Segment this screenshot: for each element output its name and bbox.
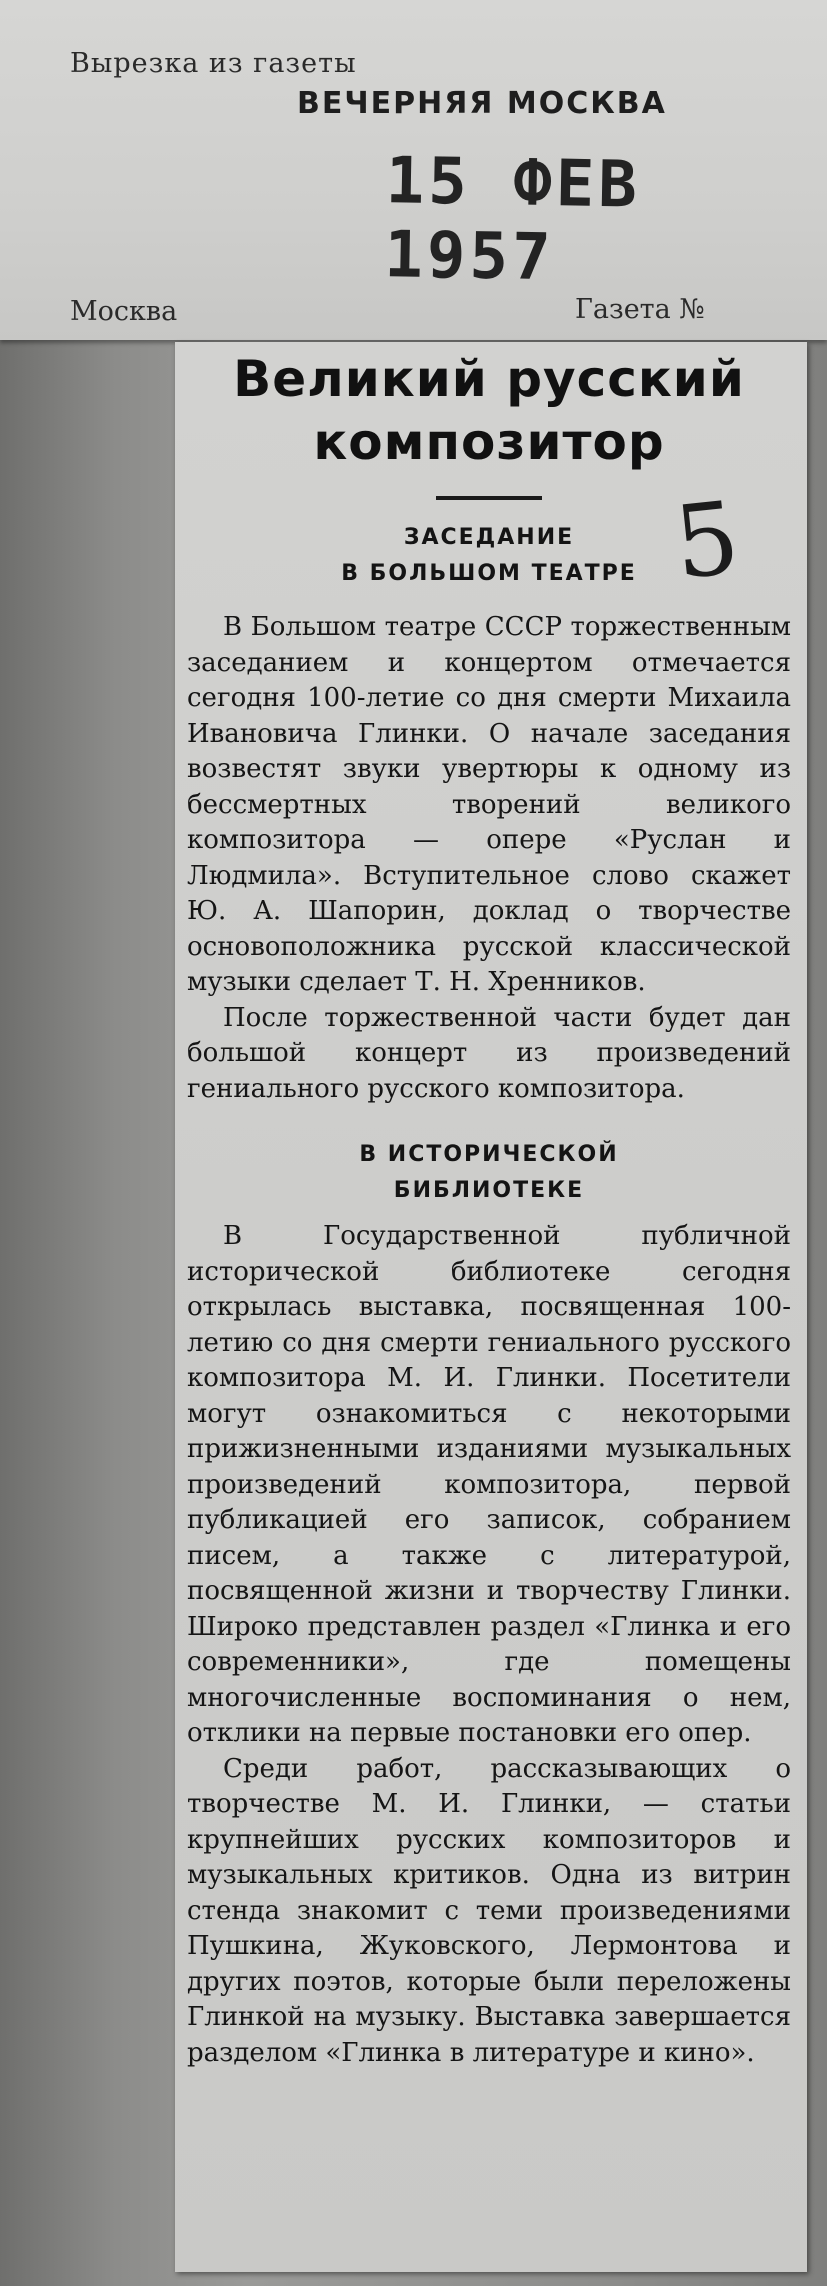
section1-paragraph1: В Большом театре СССР торжественным заседанием и концертом отмечается сегодня 100-летие со дня смерти Михаила Ивановича Глинки. О начале заседания возвестят звуки увертюры к одному из бессмертных творений великого композитора — опере «Руслан и Людмила». Вступительное слово скажет Ю. А. Шапорин, доклад о творчестве основоположника русской классической музыки сделает Т. Н. Хренников. [187, 612, 791, 997]
newspaper-clipping [175, 342, 807, 2272]
section1-heading-line1: ЗАСЕДАНИЕ [403, 525, 575, 550]
section2-heading-line1: В ИСТОРИЧЕСКОЙ [359, 1142, 619, 1167]
article-headline: Великий русский композитор [233, 350, 745, 471]
slip-caption: Вырезка из газеты [70, 48, 357, 79]
date-stamp: 15 ФЕВ 1957 [383, 144, 642, 296]
handwritten-number: 5 [669, 478, 745, 603]
slip-city: Москва [70, 296, 178, 327]
newspaper-name: ВЕЧЕРНЯЯ МОСКВА [297, 86, 667, 121]
section2-paragraph2: Среди работ, рассказывающих о творчестве М. И. Глинки, — статьи крупнейших русских композиторов и музыкальных критиков. Одна из витрин стенда знакомит с теми произведениями Пушкина, Жуковского, Лермонтова и других поэтов, которые были переложены Глинкой на музыку. Выставка завершается разделом «Глинка в литературе и кино». [187, 1753, 791, 2068]
section1-paragraph2: После торжественной части будет дан большой концерт из произведений гениального русского композитора. [187, 1002, 791, 1104]
slip-gazeta-number: Газета № [575, 294, 705, 325]
headline-rule [436, 496, 542, 500]
section2-heading-line2: БИБЛИОТЕКЕ [393, 1178, 585, 1203]
section1-heading-line2: В БОЛЬШОМ ТЕАТРЕ [341, 561, 637, 586]
clipping-label-slip [0, 0, 827, 340]
section2-paragraph1: В Государственной публичной исторической библиотеке сегодня открылась выставка, посвященная 100-летию со дня смерти гениального русского композитора М. И. Глинки. Посетители могут ознакомиться с некоторыми прижизненными изданиями музыкальных произведений композитора, первой публикацией его записок, собранием писем, а также с литературой, посвященной жизни и творчеству Глинки. Широко представлен раздел «Глинка и его современники», где помещены многочисленные воспоминания о нем, отклики на первые постановки его опер. [187, 1221, 791, 1748]
